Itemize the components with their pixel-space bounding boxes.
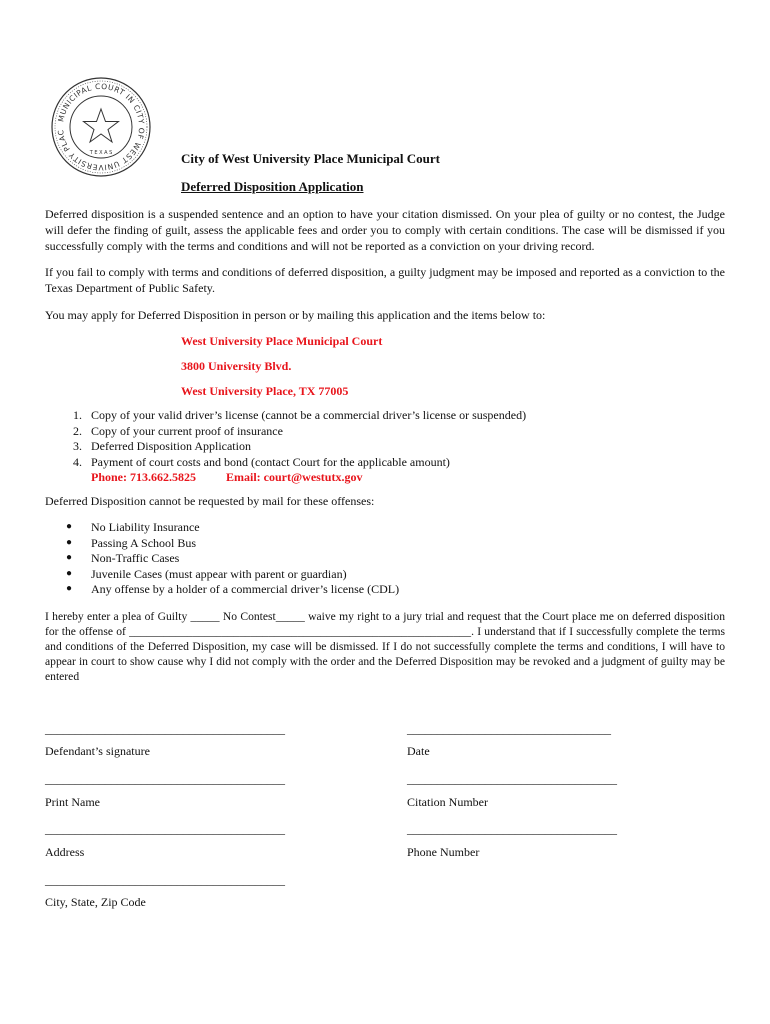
signature-line[interactable]: ________________________________________ (45, 722, 285, 736)
list-item: Copy of your valid driver’s license (cannot be a commercial driver’s license or suspended) (91, 408, 527, 422)
list-item: Deferred Disposition Application (91, 439, 251, 453)
print-name-label: Print Name (45, 795, 100, 809)
court-phone: Phone: 713.662.5825 (91, 470, 196, 484)
list-item-number: 3. (73, 439, 82, 453)
intro-paragraph-2: If you fail to comply with terms and conditions of deferred disposition, a guilty judgment may be imposed and reported as a conviction to the Texas Department of Public Safety. (45, 265, 725, 295)
bullet-icon: ● (66, 568, 73, 579)
list-item: Juvenile Cases (must appear with parent or guardian) (91, 567, 347, 581)
list-item: Payment of court costs and bond (contact Court for the applicable amount) (91, 455, 450, 469)
bullet-icon: ● (66, 583, 73, 594)
list-item-number: 2. (73, 424, 82, 438)
list-item: Passing A School Bus (91, 536, 197, 550)
citation-number-line[interactable]: ___________________________________ (407, 772, 617, 786)
list-item: Any offense by a holder of a commercial driver’s license (CDL) (91, 582, 400, 596)
city-state-zip-label: City, State, Zip Code (45, 895, 146, 909)
list-item: Non-Traffic Cases (91, 551, 180, 565)
offense-list (0, 520, 770, 600)
seal-center-text: T E X A S (89, 150, 113, 156)
bullet-icon: ● (66, 552, 73, 563)
city-state-zip-line[interactable]: ________________________________________ (45, 873, 285, 887)
intro-paragraph-1: Deferred disposition is a suspended sentence and an option to have your citation dismissed. On your plea of guilty or no contest, the Judge will defer the finding of guilt, assess the applicable fees and order you to comply with certain conditions. The case will be dismissed if you successfully comply with the terms and conditions and will not be reported as a conviction on your driving record. (45, 207, 725, 253)
page-subtitle: Deferred Disposition Application (181, 179, 364, 194)
page-title: City of West University Place Municipal Court (181, 151, 441, 166)
date-line[interactable]: __________________________________ (407, 722, 611, 736)
intro-paragraph-3: You may apply for Deferred Disposition in person or by mailing this application and the items below to: (45, 308, 546, 322)
print-name-line[interactable]: ________________________________________ (45, 772, 285, 786)
defendant-signature-label: Defendant’s signature (45, 744, 150, 758)
bullet-icon: ● (66, 521, 73, 532)
list-item-number: 4. (73, 455, 82, 469)
list-item: No Liability Insurance (91, 520, 200, 534)
list-item-number: 1. (73, 408, 82, 422)
court-street: 3800 University Blvd. (181, 359, 292, 373)
date-label: Date (407, 744, 430, 758)
court-name: West University Place Municipal Court (181, 334, 383, 348)
city-seal (50, 76, 152, 178)
seal-ring-text: MUNICIPAL COURT IN CITY OF WEST UNIVERSITY PLAC (56, 81, 147, 173)
phone-number-line[interactable]: ___________________________________ (407, 822, 617, 836)
mail-restriction-note: Deferred Disposition cannot be requested by mail for these offenses: (45, 494, 375, 508)
phone-number-label: Phone Number (407, 845, 480, 859)
address-line[interactable]: ________________________________________ (45, 822, 285, 836)
list-item: Copy of your current proof of insurance (91, 424, 283, 438)
court-city: West University Place, TX 77005 (181, 384, 349, 398)
citation-number-label: Citation Number (407, 795, 488, 809)
address-label: Address (45, 845, 85, 859)
required-items-list (0, 408, 770, 488)
bullet-icon: ● (66, 537, 73, 548)
plea-statement: I hereby enter a plea of Guilty _____ No Contest_____ waive my right to a jury trial and request that the Court place me on deferred disposition for the offense of ___________________________________________________________. I understand that if I successfully complete the terms and conditions of the Deferred Disposition, my case will be dismissed. If I do not successfully complete the terms and conditions, I will have to appear in court to show cause why I did not comply with the order and the Deferred Disposition may be revoked and a judgment of guilty may be entered (45, 610, 725, 683)
court-email: Email: court@westutx.gov (226, 470, 363, 484)
